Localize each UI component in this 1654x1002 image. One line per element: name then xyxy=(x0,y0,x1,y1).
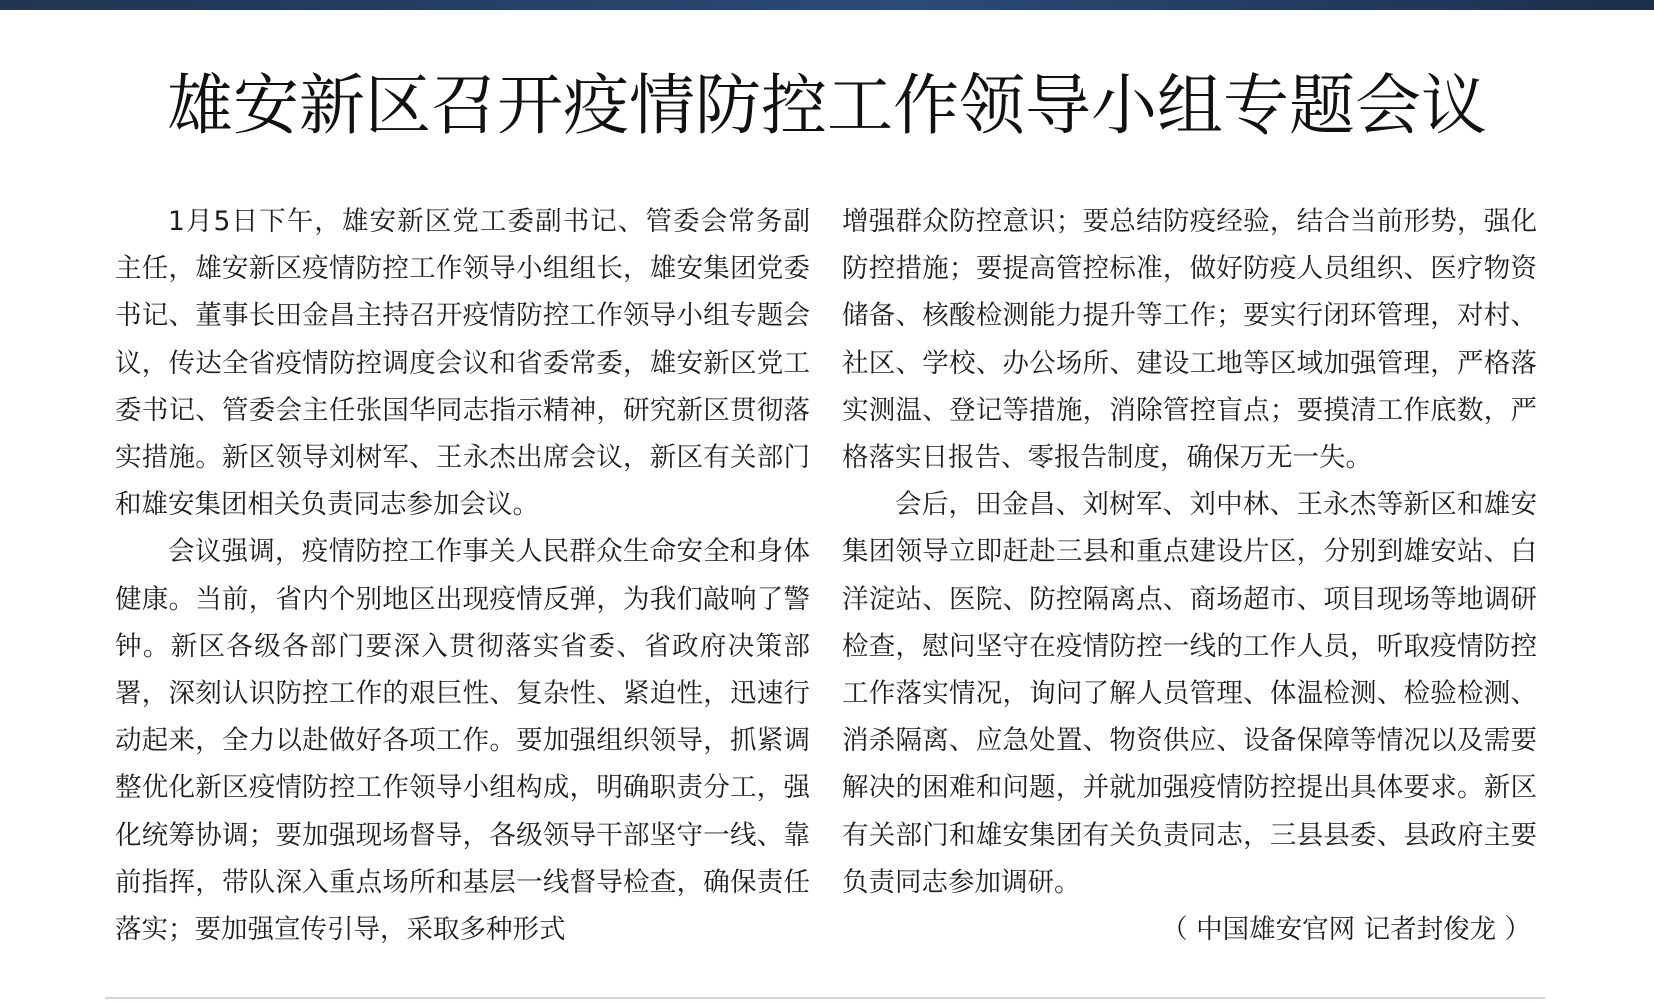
article-paragraph: 1月5日下午，雄安新区党工委副书记、管委会常务副主任，雄安新区疫情防控工作领导小组组长，雄安集团党委书记、董事长田金昌主持召开疫情防控工作领导小组专题会议，传达全省疫情防控调度会议和省委常委，雄安新区党工委书记、管委会主任张国华同志指示精神，研究新区贯彻落实措施。新区领导刘树军、王永杰出席会议，新区有关部门和雄安集团相关负责同志参加会议。 xyxy=(115,206,810,521)
article-column-right xyxy=(842,198,1537,953)
article-byline: （ 中国雄安官网 记者封俊龙 ） xyxy=(1161,914,1531,946)
article-column-left xyxy=(115,198,810,953)
bottom-divider xyxy=(105,997,1545,999)
article-title: 雄安新区召开疫情防控工作领导小组专题会议 xyxy=(167,67,1487,144)
article-paragraph-continued: 增强群众防控意识；要总结防疫经验，结合当前形势，强化防控措施；要提高管控标准，做好防疫人员组织、医疗物资储备、核酸检测能力提升等工作；要实行闭环管理，对村、社区、学校、办公场所、建设工地等区域加强管理，严格落实测温、登记等措施，消除管控盲点；要摸清工作底数，严格落实日报告、零报告制度，确保万无一失。 xyxy=(842,206,1537,474)
article-paragraph: 会后，田金昌、刘树军、刘中林、王永杰等新区和雄安集团领导立即赶赴三县和重点建设片区，分别到雄安站、白洋淀站、医院、防控隔离点、商场超市、项目现场等地调研检查，慰问坚守在疫情防控一线的工作人员，听取疫情防控工作落实情况，询问了解人员管理、体温检测、检验检测、消杀隔离、应急处置、物资供应、设备保障等情况以及需要解决的困难和问题，并就加强疫情防控提出具体要求。新区有关部门和雄安集团有关负责同志，三县县委、县政府主要负责同志参加调研。 xyxy=(842,489,1537,898)
header-color-bar xyxy=(0,0,1654,10)
article-paragraph: 会议强调，疫情防控工作事关人民群众生命安全和身体健康。当前，省内个别地区出现疫情反弹，为我们敲响了警钟。新区各级各部门要深入贯彻落实省委、省政府决策部署，深刻认识防控工作的艰巨性、复杂性、紧迫性，迅速行动起来，全力以赴做好各项工作。要加强组织领导，抓紧调整优化新区疫情防控工作领导小组构成，明确职责分工，强化统筹协调；要加强现场督导，各级领导干部坚守一线、靠前指挥，带队深入重点场所和基层一线督导检查，确保责任落实；要加强宣传引导，采取多种形式 xyxy=(115,536,810,946)
